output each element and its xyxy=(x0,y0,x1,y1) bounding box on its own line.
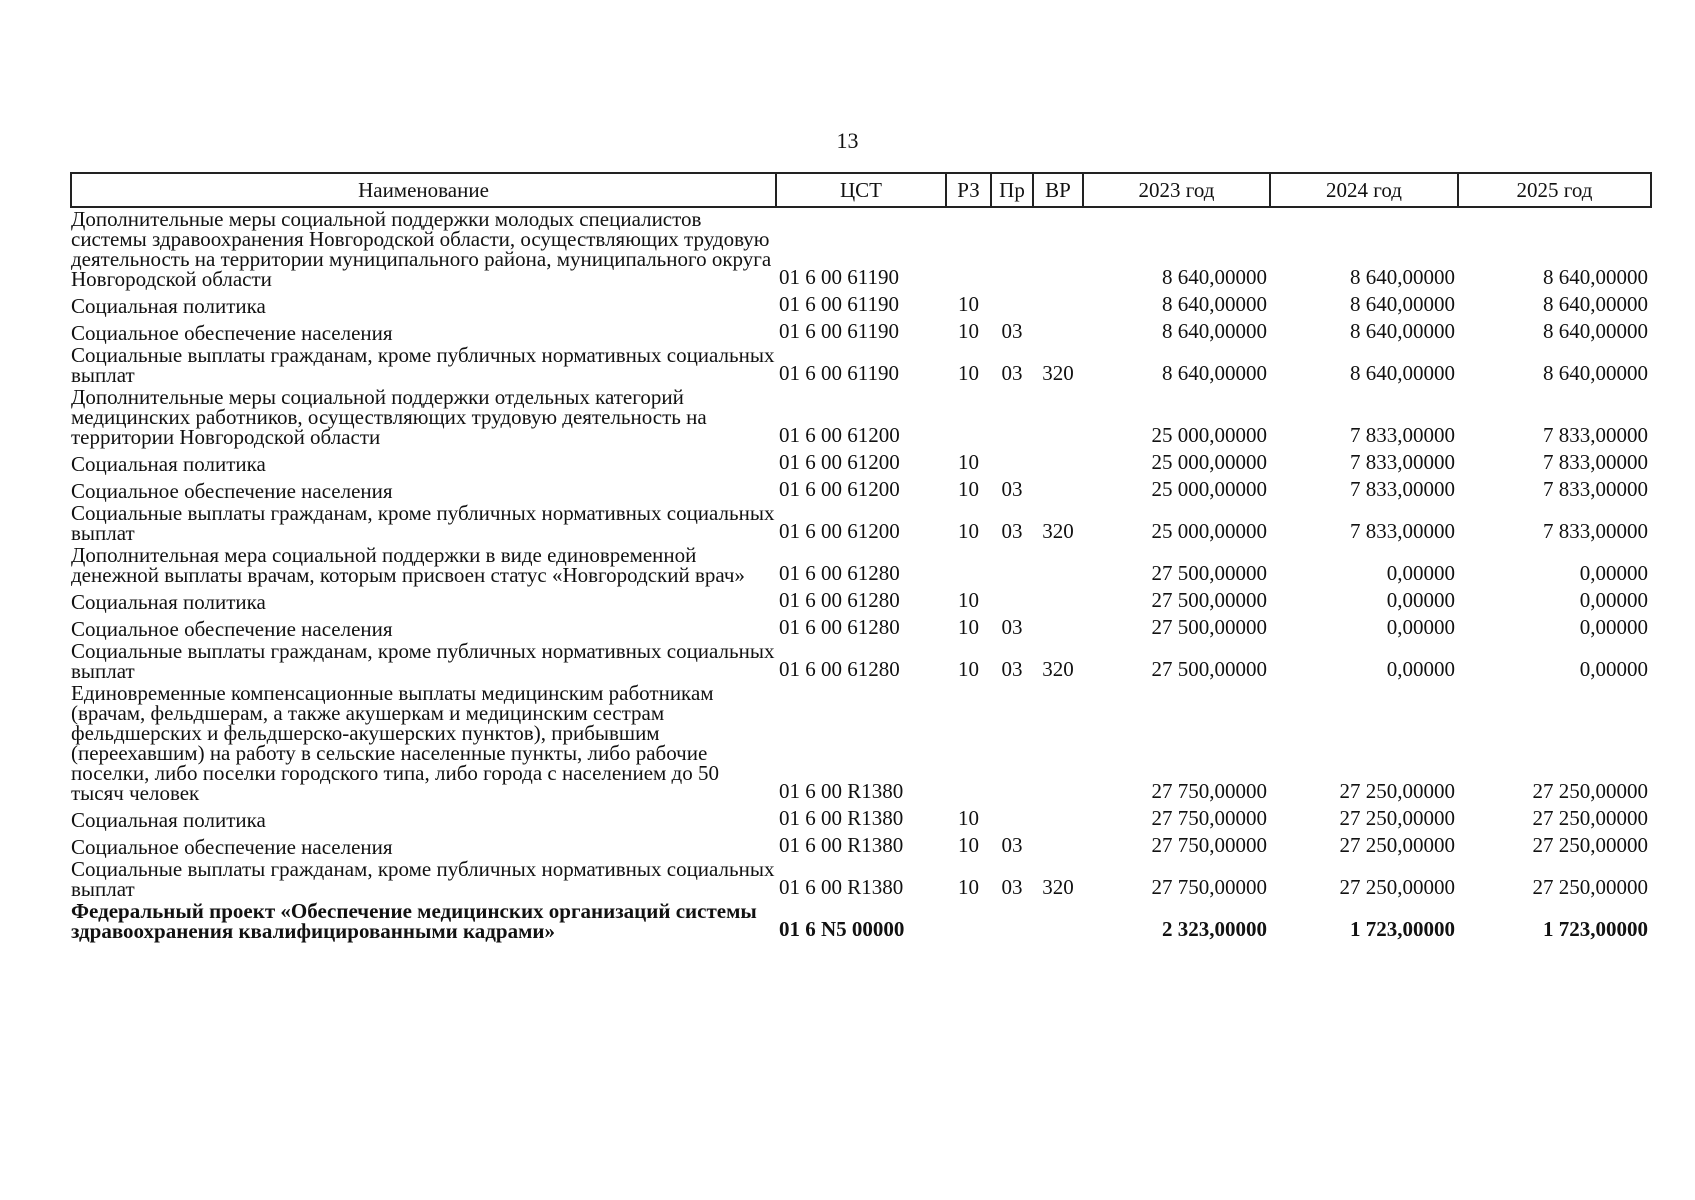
page-number: 13 xyxy=(836,128,859,153)
cell-vr xyxy=(1033,804,1083,831)
cell-y2025: 7 833,00000 xyxy=(1543,423,1648,447)
cell-rz: 10 xyxy=(958,588,979,612)
table-row xyxy=(71,386,1651,448)
cell-cst: 01 6 00 61200 xyxy=(779,450,900,474)
table-row xyxy=(71,900,1651,942)
cell-rz: 10 xyxy=(958,833,979,857)
cell-vr xyxy=(1033,613,1083,640)
cell-cst: 01 6 00 61190 xyxy=(779,319,899,343)
cell-y2023: 27 500,00000 xyxy=(1151,615,1267,639)
cell-pr xyxy=(991,207,1033,290)
table-body xyxy=(71,207,1651,942)
cell-name: Социальные выплаты гражданам, кроме публичных нормативных социальных выплат xyxy=(71,639,775,683)
cell-vr xyxy=(1033,900,1083,942)
cell-pr xyxy=(991,900,1033,942)
cell-pr: 03 xyxy=(1001,319,1023,343)
cell-y2025: 0,00000 xyxy=(1579,657,1648,681)
cell-y2025: 1 723,00000 xyxy=(1543,917,1648,941)
cell-y2023: 27 750,00000 xyxy=(1151,779,1267,803)
table-row xyxy=(71,858,1651,900)
cell-vr xyxy=(1033,290,1083,317)
cell-y2025: 7 833,00000 xyxy=(1543,450,1648,474)
cell-name: Социальные выплаты гражданам, кроме публичных нормативных социальных выплат xyxy=(71,857,775,901)
table-row xyxy=(71,682,1651,804)
cell-cst: 01 6 00 61200 xyxy=(779,477,900,501)
header-name: Наименование xyxy=(71,173,776,207)
cell-y2024: 7 833,00000 xyxy=(1350,519,1455,543)
cell-y2025: 8 640,00000 xyxy=(1543,292,1648,316)
cell-cst: 01 6 00 R1380 xyxy=(779,806,904,830)
cell-y2024: 7 833,00000 xyxy=(1350,477,1455,501)
cell-y2023: 27 750,00000 xyxy=(1151,806,1267,830)
cell-vr xyxy=(1033,207,1083,290)
cell-y2025: 0,00000 xyxy=(1579,615,1648,639)
cell-name: Социальное обеспечение населения xyxy=(71,617,393,641)
cell-cst: 01 6 00 61190 xyxy=(779,292,899,316)
cell-name: Социальная политика xyxy=(71,808,266,832)
cell-cst: 01 6 00 61280 xyxy=(779,588,900,612)
cell-y2024: 8 640,00000 xyxy=(1350,319,1455,343)
header-2025: 2025 год xyxy=(1458,173,1651,207)
table-row xyxy=(71,207,1651,290)
cell-pr xyxy=(991,682,1033,804)
cell-y2025: 8 640,00000 xyxy=(1543,319,1648,343)
cell-name: Социальное обеспечение населения xyxy=(71,479,393,503)
cell-vr: 320 xyxy=(1042,875,1074,899)
table-row xyxy=(71,475,1651,502)
table-row xyxy=(71,448,1651,475)
cell-cst: 01 6 N5 00000 xyxy=(779,917,905,941)
cell-pr xyxy=(991,290,1033,317)
cell-y2024: 27 250,00000 xyxy=(1339,779,1455,803)
table-row xyxy=(71,640,1651,682)
cell-vr xyxy=(1033,682,1083,804)
cell-y2023: 27 750,00000 xyxy=(1151,833,1267,857)
cell-pr xyxy=(991,386,1033,448)
cell-cst: 01 6 00 R1380 xyxy=(779,875,904,899)
cell-y2024: 0,00000 xyxy=(1386,615,1455,639)
cell-cst: 01 6 00 61190 xyxy=(779,265,899,289)
cell-cst: 01 6 00 61200 xyxy=(779,423,900,447)
cell-y2023: 25 000,00000 xyxy=(1151,477,1267,501)
cell-y2023: 2 323,00000 xyxy=(1162,917,1267,941)
cell-name: Социальные выплаты гражданам, кроме публичных нормативных социальных выплат xyxy=(71,501,775,545)
cell-y2023: 8 640,00000 xyxy=(1162,319,1267,343)
cell-y2023: 27 750,00000 xyxy=(1151,875,1267,899)
cell-y2025: 27 250,00000 xyxy=(1532,779,1648,803)
cell-name: Социальные выплаты гражданам, кроме публичных нормативных социальных выплат xyxy=(71,343,775,387)
cell-pr: 03 xyxy=(1001,657,1023,681)
cell-rz: 10 xyxy=(958,450,979,474)
table-row xyxy=(71,586,1651,613)
cell-name: Социальное обеспечение населения xyxy=(71,835,393,859)
cell-vr: 320 xyxy=(1042,519,1074,543)
cell-name: Единовременные компенсационные выплаты медицинским работникам (врачам, фельдшерам, а также акушеркам и медицинским сестрам фельдшерских и фельдшерско-акушерских пунктов), прибывшим (переехавшим) на работу в сельские населенные пункты, либо рабочие поселки, либо поселки городского типа, либо города с населением до 50 тысяч человек xyxy=(71,681,719,805)
cell-name: Социальная политика xyxy=(71,294,266,318)
cell-name: Дополнительные меры социальной поддержки молодых специалистов системы здравоохранения Новгородской области, осуществляющих трудовую деятельность на территории муниципального района, муниципального округа Новгородской области xyxy=(71,207,772,291)
cell-pr xyxy=(991,804,1033,831)
cell-name: Социальное обеспечение населения xyxy=(71,321,393,345)
cell-y2025: 0,00000 xyxy=(1579,561,1648,585)
cell-cst: 01 6 00 R1380 xyxy=(779,833,904,857)
cell-y2025: 27 250,00000 xyxy=(1532,875,1648,899)
header-rz: РЗ xyxy=(946,173,991,207)
cell-y2023: 27 500,00000 xyxy=(1151,588,1267,612)
cell-y2025: 7 833,00000 xyxy=(1543,519,1648,543)
cell-rz xyxy=(946,900,991,942)
cell-cst: 01 6 00 61200 xyxy=(779,519,900,543)
cell-y2025: 27 250,00000 xyxy=(1532,833,1648,857)
cell-cst: 01 6 00 61280 xyxy=(779,657,900,681)
cell-y2023: 25 000,00000 xyxy=(1151,519,1267,543)
table-row xyxy=(71,804,1651,831)
cell-pr: 03 xyxy=(1001,361,1023,385)
cell-vr xyxy=(1033,475,1083,502)
cell-y2023: 25 000,00000 xyxy=(1151,450,1267,474)
table-header-row xyxy=(71,173,1651,207)
cell-y2024: 7 833,00000 xyxy=(1350,450,1455,474)
cell-vr xyxy=(1033,386,1083,448)
cell-rz: 10 xyxy=(958,361,979,385)
cell-y2024: 27 250,00000 xyxy=(1339,833,1455,857)
cell-cst: 01 6 00 R1380 xyxy=(779,779,904,803)
cell-rz: 10 xyxy=(958,319,979,343)
cell-pr xyxy=(991,544,1033,586)
cell-y2023: 8 640,00000 xyxy=(1162,265,1267,289)
cell-y2024: 0,00000 xyxy=(1386,588,1455,612)
cell-y2024: 0,00000 xyxy=(1386,561,1455,585)
budget-table xyxy=(70,172,1652,942)
header-pr: Пр xyxy=(991,173,1033,207)
cell-y2024: 7 833,00000 xyxy=(1350,423,1455,447)
cell-y2025: 27 250,00000 xyxy=(1532,806,1648,830)
cell-pr xyxy=(991,448,1033,475)
cell-vr xyxy=(1033,586,1083,613)
cell-pr: 03 xyxy=(1001,519,1023,543)
cell-y2024: 8 640,00000 xyxy=(1350,265,1455,289)
cell-rz xyxy=(946,544,991,586)
cell-vr xyxy=(1033,831,1083,858)
cell-pr: 03 xyxy=(1001,477,1023,501)
cell-name: Социальная политика xyxy=(71,452,266,476)
table-row xyxy=(71,544,1651,586)
cell-vr: 320 xyxy=(1042,361,1074,385)
table-row xyxy=(71,344,1651,386)
table-row xyxy=(71,502,1651,544)
cell-y2025: 8 640,00000 xyxy=(1543,265,1648,289)
cell-y2024: 1 723,00000 xyxy=(1350,917,1455,941)
cell-cst: 01 6 00 61190 xyxy=(779,361,899,385)
cell-rz: 10 xyxy=(958,657,979,681)
cell-rz: 10 xyxy=(958,477,979,501)
cell-vr xyxy=(1033,448,1083,475)
table-row xyxy=(71,290,1651,317)
cell-y2023: 27 500,00000 xyxy=(1151,561,1267,585)
cell-rz xyxy=(946,386,991,448)
cell-rz xyxy=(946,207,991,290)
cell-rz: 10 xyxy=(958,292,979,316)
cell-cst: 01 6 00 61280 xyxy=(779,561,900,585)
table-row xyxy=(71,831,1651,858)
cell-y2024: 8 640,00000 xyxy=(1350,361,1455,385)
cell-y2024: 27 250,00000 xyxy=(1339,806,1455,830)
cell-rz: 10 xyxy=(958,615,979,639)
cell-vr: 320 xyxy=(1042,657,1074,681)
cell-rz xyxy=(946,682,991,804)
header-2024: 2024 год xyxy=(1270,173,1458,207)
cell-pr: 03 xyxy=(1001,833,1023,857)
cell-name: Дополнительная мера социальной поддержки в виде единовременной денежной выплаты врачам, которым присвоен статус «Новгородский врач» xyxy=(71,543,745,587)
cell-y2024: 27 250,00000 xyxy=(1339,875,1455,899)
cell-name: Федеральный проект «Обеспечение медицинских организаций системы здравоохранения квалифицированными кадрами» xyxy=(71,899,757,943)
cell-pr: 03 xyxy=(1001,615,1023,639)
header-2023: 2023 год xyxy=(1083,173,1270,207)
cell-vr xyxy=(1033,544,1083,586)
cell-pr: 03 xyxy=(1001,875,1023,899)
cell-y2024: 8 640,00000 xyxy=(1350,292,1455,316)
cell-rz: 10 xyxy=(958,875,979,899)
cell-y2025: 8 640,00000 xyxy=(1543,361,1648,385)
header-vr: ВР xyxy=(1033,173,1083,207)
cell-y2023: 8 640,00000 xyxy=(1162,292,1267,316)
cell-rz: 10 xyxy=(958,806,979,830)
cell-rz: 10 xyxy=(958,519,979,543)
cell-pr xyxy=(991,586,1033,613)
cell-y2023: 27 500,00000 xyxy=(1151,657,1267,681)
cell-y2023: 25 000,00000 xyxy=(1151,423,1267,447)
cell-name: Дополнительные меры социальной поддержки отдельных категорий медицинских работников, осуществляющих трудовую деятельность на территории Новгородской области xyxy=(71,385,707,449)
cell-y2025: 0,00000 xyxy=(1579,588,1648,612)
cell-vr xyxy=(1033,317,1083,344)
cell-y2023: 8 640,00000 xyxy=(1162,361,1267,385)
cell-cst: 01 6 00 61280 xyxy=(779,615,900,639)
table-row xyxy=(71,317,1651,344)
header-cst: ЦСТ xyxy=(776,173,946,207)
cell-y2024: 0,00000 xyxy=(1386,657,1455,681)
table-row xyxy=(71,613,1651,640)
cell-y2025: 7 833,00000 xyxy=(1543,477,1648,501)
cell-name: Социальная политика xyxy=(71,590,266,614)
